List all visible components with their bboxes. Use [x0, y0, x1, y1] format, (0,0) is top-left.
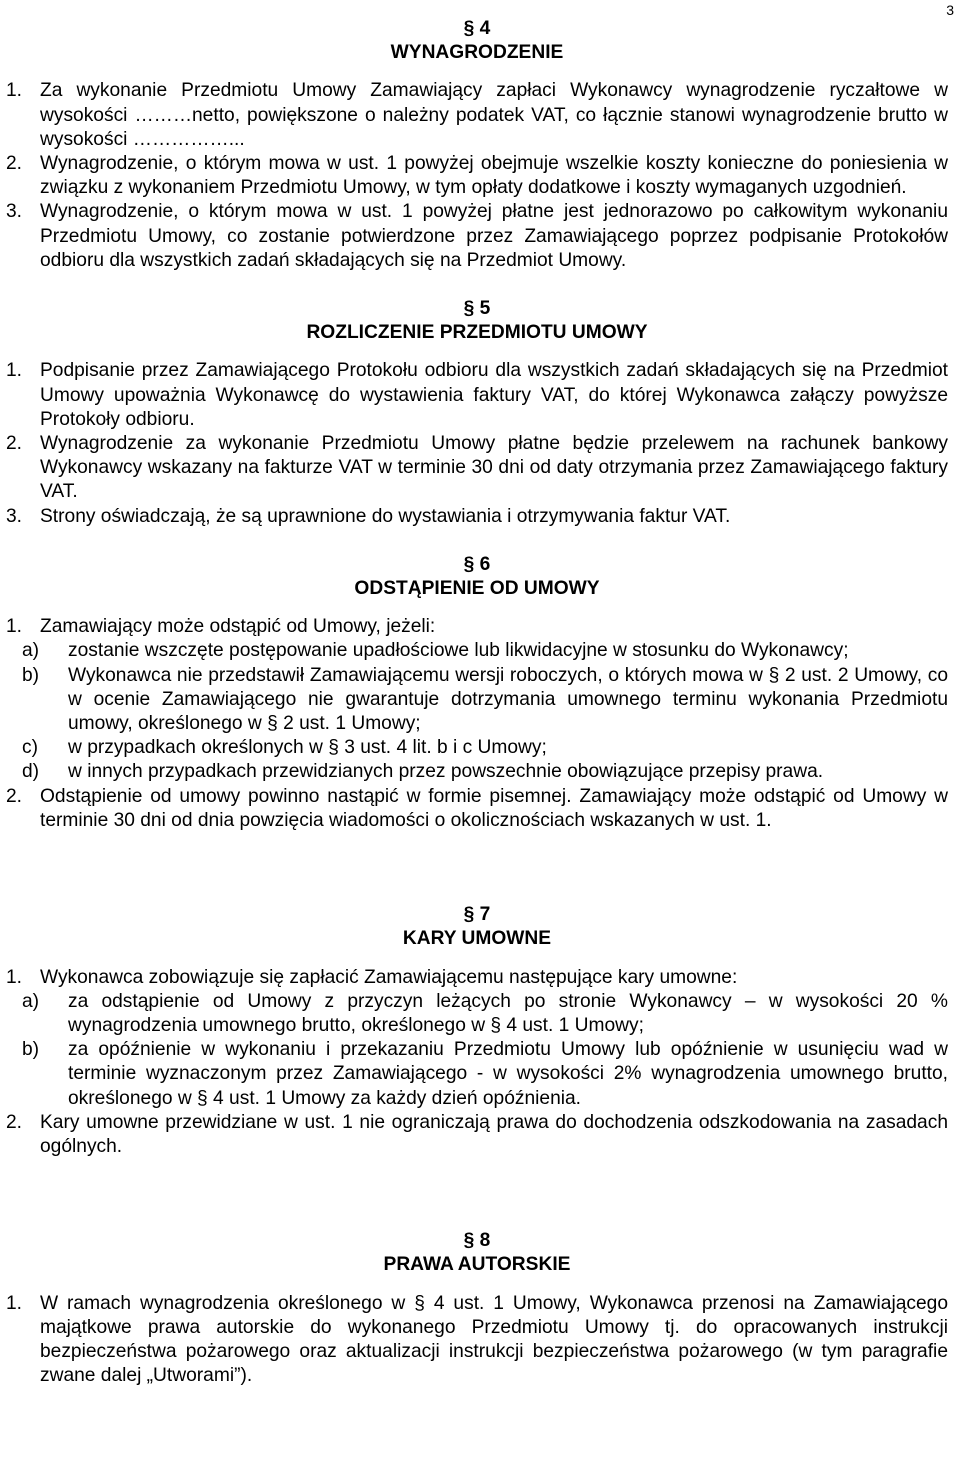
section-title: PRAWA AUTORSKIE — [383, 1254, 571, 1276]
paragraph — [6, 966, 948, 990]
list-item-letter: b) — [22, 664, 40, 686]
paragraph-text: Za wykonanie Przedmiotu Umowy Zamawiający zapłaci Wykonawcy wynagrodzenie ryczałtowe w wysokości ………netto, powiększone o należny podatek VAT, co łącznie stanowi wynagrodzenie brutto w wysokości ……………... — [40, 80, 948, 150]
section-number: § 8 — [463, 1230, 491, 1252]
list-item-text: w przypadkach określonych w § 3 ust. 4 lit. b i c Umowy; — [68, 737, 547, 759]
paragraph — [6, 785, 948, 833]
page-number: 3 — [946, 2, 954, 18]
paragraph-number: 2. — [6, 153, 23, 175]
paragraph-number: 3. — [6, 505, 23, 527]
paragraph-text: Wynagrodzenie za wykonanie Przedmiotu Umowy płatne będzie przelewem na rachunek bankowy Wykonawcy wskazany na fakturze VAT w terminie 30 dni od daty otrzymania przez Zamawiającego faktury VAT. — [40, 433, 948, 503]
list-item-text: za odstąpienie od Umowy z przyczyn leżących po stronie Wykonawcy – w wysokości 20 % wynagrodzenia umownego brutto, określonego w § 4 ust. 1 Umowy; — [68, 990, 948, 1036]
paragraph-number: 2. — [6, 433, 23, 455]
section-number: § 7 — [463, 904, 491, 926]
paragraph-text: W ramach wynagrodzenia określonego w § 4 ust. 1 Umowy, Wykonawca przenosi na Zamawiającego majątkowe prawa autorskie do wykonanego Przedmiotu Umowy tj. do opracowanych instrukcji bezpieczeństwa pożarowego oraz aktualizacji instrukcji bezpieczeństwa pożarowego (w tym paragrafie zwane dalej „Utworami”). — [40, 1292, 948, 1387]
paragraph-text: Wykonawca zobowiązuje się zapłacić Zamawiającemu następujące kary umowne: — [40, 966, 738, 988]
section-heading — [6, 903, 948, 951]
section-heading — [6, 297, 948, 345]
list-item — [6, 760, 948, 784]
section-heading — [6, 553, 948, 601]
paragraph-text: Kary umowne przewidziane w ust. 1 nie ograniczają prawa do dochodzenia odszkodowania na zasadach ogólnych. — [40, 1111, 948, 1157]
list-item — [6, 1038, 948, 1111]
paragraph — [6, 615, 948, 639]
list-item-letter: b) — [22, 1039, 40, 1061]
section-number: § 4 — [463, 18, 491, 39]
paragraph-number: 2. — [6, 1111, 23, 1133]
paragraph — [6, 1292, 948, 1389]
section-title: WYNAGRODZENIE — [390, 42, 564, 64]
section-heading — [6, 17, 948, 65]
section-heading — [6, 1229, 948, 1277]
section-title: KARY UMOWNE — [402, 928, 552, 950]
list-item-text: Wykonawca nie przedstawił Zamawiającemu wersji roboczych, o których mowa w § 2 ust. 2 Umowy, co w ocenie Zamawiającego nie gwarantuje dotrzymania umownego terminu wykonania Przedmiotu umowy, określonego w § 2 ust. 1 Umowy; — [68, 664, 948, 735]
paragraph-number: 1. — [6, 360, 23, 382]
paragraph-number: 1. — [6, 966, 23, 988]
list-item — [6, 664, 948, 737]
paragraph-text: Strony oświadczają, że są uprawnione do wystawiania i otrzymywania faktur VAT. — [40, 505, 731, 527]
list-item-letter: a) — [22, 990, 40, 1012]
document-body — [6, 17, 948, 1388]
section-title: ODSTĄPIENIE OD UMOWY — [354, 578, 600, 600]
paragraph-number: 1. — [6, 616, 23, 638]
paragraph-text: Podpisanie przez Zamawiającego Protokołu odbioru dla wszystkich zadań składających się na Przedmiot Umowy upoważnia Wykonawcę do wystawienia faktury VAT, do której Wykonawca załączy powyższe Protokoły odbioru. — [40, 360, 948, 430]
paragraph-text: Wynagrodzenie, o którym mowa w ust. 1 powyżej obejmuje wszelkie koszty konieczne do poniesienia w związku z wykonaniem Przedmiotu Umowy, w tym opłaty dodatkowe i koszty wymaganych uzgodnień. — [40, 153, 948, 199]
list-item-text: w innych przypadkach przewidzianych przez powszechnie obowiązujące przepisy prawa. — [68, 761, 824, 783]
paragraph — [6, 359, 948, 432]
section-number: § 6 — [463, 553, 491, 575]
list-item-text: zostanie wszczęte postępowanie upadłościowe lub likwidacyjne w stosunku do Wykonawcy; — [68, 640, 849, 662]
list-item — [6, 736, 948, 760]
paragraph-number: 1. — [6, 1292, 23, 1314]
list-item — [6, 990, 948, 1038]
paragraph-text: Odstąpienie od umowy powinno nastąpić w formie pisemnej. Zamawiający może odstąpić od Umowy w terminie 30 dni od dnia powzięcia wiadomości o okolicznościach wskazanych w ust. 1. — [40, 785, 948, 831]
paragraph-number: 1. — [6, 80, 23, 102]
section-number: § 5 — [463, 298, 491, 320]
section-title: ROZLICZENIE PRZEDMIOTU UMOWY — [306, 322, 648, 344]
paragraph-text: Zamawiający może odstąpić od Umowy, jeżeli: — [40, 616, 436, 638]
paragraph — [6, 505, 948, 529]
list-item-letter: a) — [22, 640, 40, 662]
paragraph — [6, 200, 948, 273]
list-item-text: za opóźnienie w wykonaniu i przekazaniu Przedmiotu Umowy lub opóźnienie w usunięciu wad w terminie wyznaczonym przez Zamawiającego - w wysokości 2% wynagrodzenia umownego brutto, określonego w § 4 ust. 1 Umowy za każdy dzień opóźnienia. — [68, 1039, 948, 1109]
paragraph-number: 3. — [6, 201, 23, 223]
paragraph-number: 2. — [6, 785, 23, 807]
paragraph — [6, 432, 948, 505]
paragraph — [6, 152, 948, 200]
paragraph-text: Wynagrodzenie, o którym mowa w ust. 1 powyżej płatne jest jednorazowo po całkowitym wykonaniu Przedmiotu Umowy, co zostanie potwierdzone przez Zamawiającego poprzez podpisanie Protokołów odbioru dla wszystkich zadań składających się na Przedmiot Umowy. — [40, 201, 948, 271]
paragraph — [6, 79, 948, 152]
list-item-letter: c) — [22, 737, 38, 759]
paragraph — [6, 1111, 948, 1159]
list-item — [6, 639, 948, 663]
list-item-letter: d) — [22, 761, 40, 783]
